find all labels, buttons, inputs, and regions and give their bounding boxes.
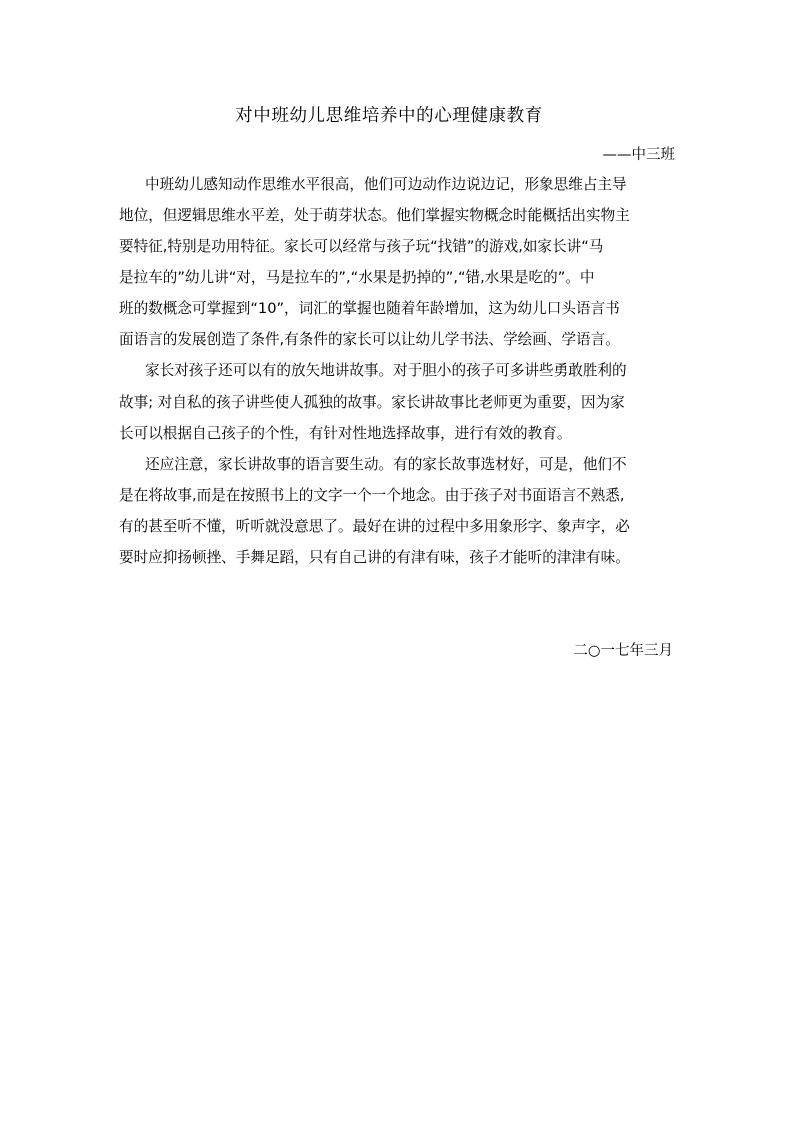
paragraph-2-line-2: 故事; 对自私的孩子讲些使人孤独的故事。家长讲故事比老师更为重要，因为家 [119, 394, 625, 411]
paragraph-3-line-4: 要时应抑扬顿挫、手舞足蹈，只有自己讲的有津有味，孩子才能听的津津有味。 [119, 549, 630, 566]
paragraph-3-line-3: 有的甚至听不懂，听听就没意思了。最好在讲的过程中多用象形字、象声字，必 [119, 518, 630, 535]
paragraph-1-line-5: 班的数概念可掌握到“10”，词汇的掌握也随着年龄增加，这为幼儿口头语言书 [119, 300, 620, 317]
paragraph-1-line-4: 是拉车的”幼儿讲“对，马是拉车的”,“水果是扔掉的”,“错,水果是吃的”。中 [119, 269, 595, 286]
paragraph-1-line-3: 要特征,特别是功用特征。家长可以经常与孩子玩“找错”的游戏,如家长讲“马 [119, 238, 604, 255]
paragraph-2-line-3: 长可以根据自己孩子的个性，有针对性地选择故事，进行有效的教育。 [119, 425, 572, 442]
paragraph-1-line-2: 地位，但逻辑思维水平差，处于萌芽状态。他们掌握实物概念时能概括出实物主 [119, 207, 630, 224]
paragraph-1-line-1: 中班幼儿感知动作思维水平很高，他们可边动作边说边记，形象思维占主导 [145, 176, 627, 193]
document-date: 二○一七年三月 [573, 643, 673, 659]
paragraph-2-line-1: 家长对孩子还可以有的放矢地讲故事。对于胆小的孩子可多讲些勇敢胜利的 [145, 362, 627, 379]
document-title: 对中班幼儿思维培养中的心理健康教育 [235, 106, 543, 126]
class-byline: ——中三班 [602, 147, 675, 163]
paragraph-3-line-1: 还应注意，家长讲故事的语言要生动。有的家长故事选材好，可是，他们不 [145, 456, 627, 473]
paragraph-3-line-2: 是在将故事,而是在按照书上的文字一个一个地念。由于孩子对书面语言不熟悉, [119, 487, 625, 504]
paragraph-1-line-6: 面语言的发展创造了条件,有条件的家长可以让幼儿学书法、学绘画、学语言。 [119, 331, 620, 348]
